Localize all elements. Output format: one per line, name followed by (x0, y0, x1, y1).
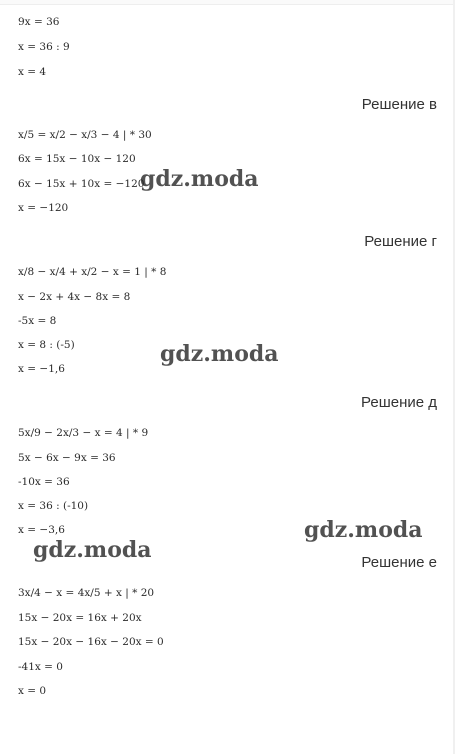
equation-line: x = −3,6 (18, 524, 65, 536)
equation-line: x/5 = x/2 − x/3 − 4 | * 30 (18, 129, 152, 141)
equation-line: x = 8 : (-5) (18, 339, 75, 351)
equation-line: 3x/4 − x = 4x/5 + x | * 20 (18, 587, 155, 599)
equation-line: x = −120 (18, 202, 69, 214)
equation-line: 15x − 20x − 16x − 20x = 0 (18, 636, 164, 648)
equation-line: x = 0 (18, 685, 47, 697)
solution-heading-e: Решение е (361, 554, 437, 571)
solution-heading-g: Решение г (364, 233, 437, 250)
equation-line: -5x = 8 (18, 315, 57, 327)
solution-heading-v: Решение в (361, 96, 437, 113)
equation-line: x = −1,6 (18, 363, 65, 375)
equation-line: x = 36 : 9 (18, 41, 70, 53)
equation-line: -41x = 0 (18, 661, 63, 673)
equation-line: 6x − 15x + 10x = −120 (18, 178, 145, 190)
watermark-logo: gdz.moda (304, 517, 423, 543)
equation-line: 9x = 36 (18, 16, 60, 28)
equation-line: x − 2x + 4x − 8x = 8 (18, 291, 131, 303)
equation-line: x = 4 (18, 66, 47, 78)
top-border (0, 0, 455, 5)
equation-line: x = 36 : (-10) (18, 500, 89, 512)
equation-line: 5x − 6x − 9x = 36 (18, 452, 116, 464)
solution-heading-d: Решение д (361, 394, 437, 411)
equation-line: 5x/9 − 2x/3 − x = 4 | * 9 (18, 427, 149, 439)
watermark-logo: gdz.moda (140, 166, 259, 192)
watermark-logo: gdz.moda (160, 341, 279, 367)
equation-line: -10x = 36 (18, 476, 70, 488)
watermark-logo: gdz.moda (33, 537, 152, 563)
equation-line: x/8 − x/4 + x/2 − x = 1 | * 8 (18, 266, 167, 278)
equation-line: 6x = 15x − 10x − 120 (18, 153, 136, 165)
equation-line: 15x − 20x = 16x + 20x (18, 612, 142, 624)
